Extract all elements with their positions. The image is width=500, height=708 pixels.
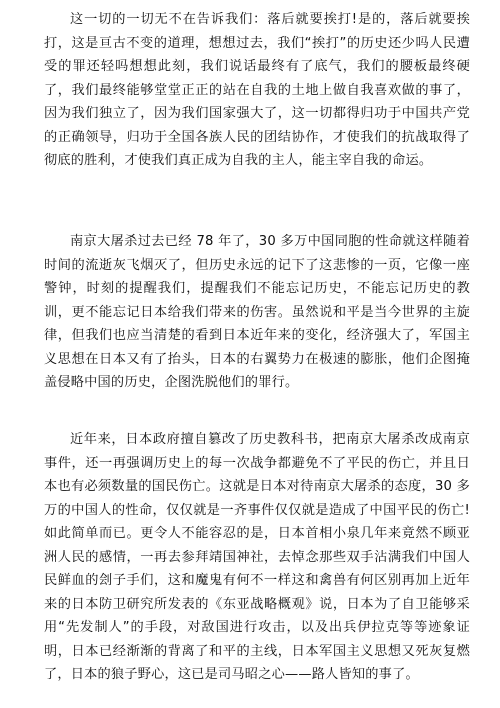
paragraph-2: 南京大屠杀过去已经 78 年了，30 多万中国同胞的性命就这样随着时间的流逝灰飞烟灭了，但历史永远的记下了这悲惨的一页，它像一座警钟，时刻的提醒我们，提醒我们不能忘记历史，不能忘记历史的教训，更不能忘记日本给我们带来的伤害。虽然说和平是当今世界的主旋律，但我们也应当清楚的看到日本近年来的变化，经济强大了，军国主义思想在日本又有了抬头，日本的右翼势力在极速的膨胀，他们企图掩盖侵略中国的历史，企图洗脱他们的罪行。	[44, 234, 470, 390]
paragraph-3: 近年来，日本政府擅自篡改了历史教科书，把南京大屠杀改成南京事件，还一再强调历史上的每一次战争都避免不了平民的伤亡，并且日本也有必须数量的国民伤亡。这就是日本对待南京大屠杀的态度，30 多万的中国人的性命，仅仅就是一齐事件仅仅就是造成了中国平民的伤亡!如此简单而已。更令人不能容忍的是，日本首相小泉几年来竟然不顾亚洲人民的感情，一再去参拜靖国神社，去悼念那些双手沾满我们中国人民鲜血的刽子手们，这和魔鬼有何不一样这和禽兽有何区别再加上近年来的日本防卫研究所发表的《东亚战略概观》说，日本为了自卫能够采用“先发制人”的手段，对敌国进行攻击，以及出兵伊拉克等等迹象证明，日本已经渐渐的背离了和平的主线，日本军国主义思想又死灰复燃了，日本的狼子野心，这已是司马昭之心——路人皆知的事了。	[44, 432, 470, 682]
paragraph-1: 这一切的一切无不在告诉我们：落后就要挨打!是的，落后就要挨打，这是亘古不变的道理，想想过去，我们“挨打”的历史还少吗人民遭受的罪还轻吗想想此刻，我们说话最终有了底气，我们的腰板最终硬了，我们最终能够堂堂正正的站在自我的土地上做自我喜欢做的事了，因为我们独立了，因为我们国家强大了，这一切都得归功于中国共产党的正确领导，归功于全国各族人民的团结协作，才使我们的抗战取得了彻底的胜利，才使我们真正成为自我的主人，能主宰自我的命运。	[44, 12, 470, 168]
